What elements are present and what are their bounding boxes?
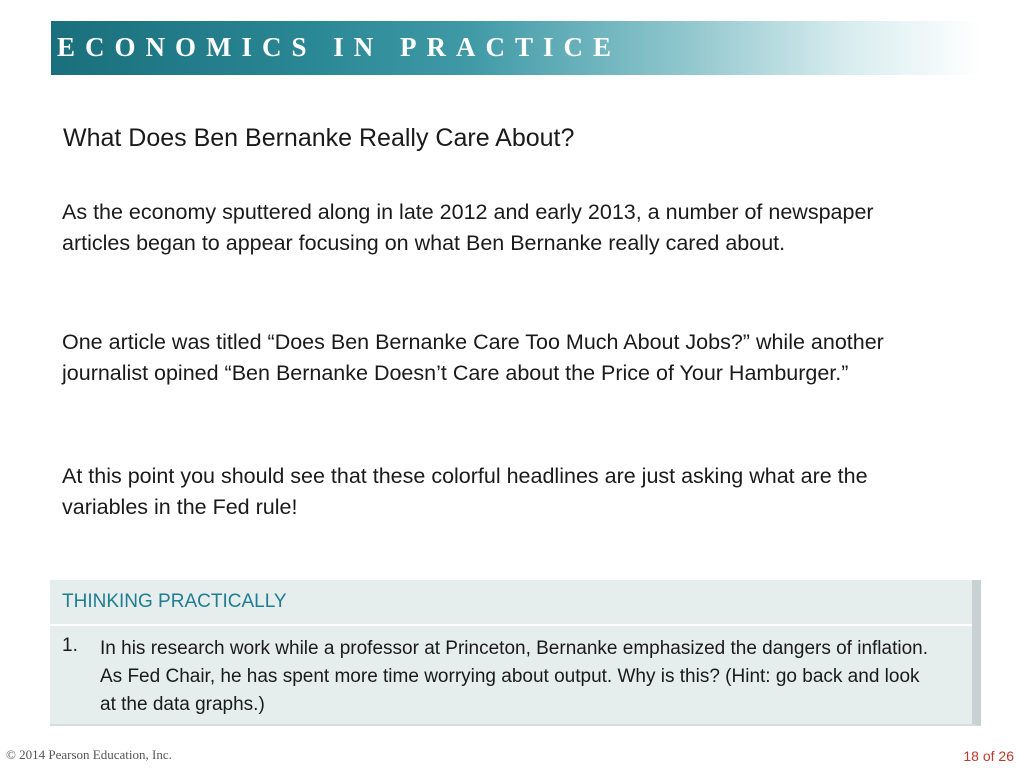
paragraph-3: At this point you should see that these colorful headlines are just asking what are the variables in the Fed rule! bbox=[62, 464, 868, 519]
page-indicator: 18 of 26 bbox=[963, 748, 1014, 764]
question-text: In his research work while a professor at Princeton, Bernanke emphasized the dangers of inflation. As Fed Chair, he has spent more time worrying about output. Why is this? (Hint: go back and look at the data graphs.) bbox=[100, 638, 929, 715]
copyright-text: © 2014 Pearson Education, Inc. bbox=[6, 747, 172, 762]
banner-title: ECONOMICS IN PRACTICE bbox=[57, 32, 622, 62]
box-divider bbox=[50, 624, 972, 626]
paragraph-1: As the economy sputtered along in late 2012 and early 2013, a number of newspaper articles began to appear focusing on what Ben Bernanke really cared about. bbox=[62, 200, 874, 255]
thinking-practically-box bbox=[50, 580, 981, 726]
article-headline: What Does Ben Bernanke Really Care About? bbox=[63, 124, 575, 152]
paragraph-2: One article was titled “Does Ben Bernanke Care Too Much About Jobs?” while another journalist opined “Ben Bernanke Doesn’t Care about the Price of Your Hamburger.” bbox=[62, 330, 884, 385]
section-banner bbox=[51, 21, 981, 75]
question-number: 1. bbox=[62, 635, 78, 656]
thinking-practically-title: THINKING PRACTICALLY bbox=[62, 591, 287, 612]
